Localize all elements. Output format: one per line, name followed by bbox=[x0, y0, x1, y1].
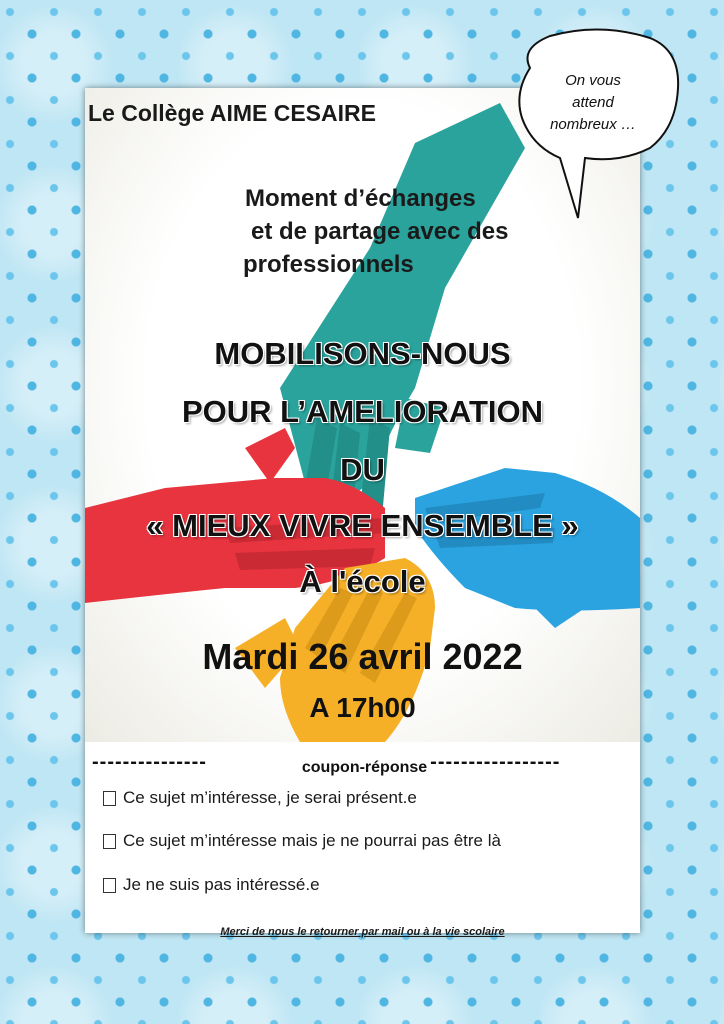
coupon-title: coupon-réponse bbox=[301, 759, 428, 776]
checkbox[interactable] bbox=[103, 791, 116, 806]
event-date: Mardi 26 avril 2022 bbox=[202, 636, 523, 677]
checkbox[interactable] bbox=[103, 878, 116, 893]
teal-hand-icon bbox=[280, 103, 525, 508]
intro-line: Moment d’échanges bbox=[245, 185, 476, 212]
event-time: A 17h00 bbox=[309, 692, 416, 723]
coupon-option-not-interested[interactable] bbox=[103, 875, 320, 895]
blue-hand-icon bbox=[415, 468, 640, 628]
option-label: Ce sujet m’intéresse, je serai présent.e bbox=[123, 788, 417, 807]
headline-line-4: « MIEUX VIVRE ENSEMBLE » bbox=[146, 508, 579, 543]
coupon-option-unavailable[interactable] bbox=[103, 831, 501, 851]
headline-line-3: DU bbox=[340, 452, 385, 487]
option-label: Je ne suis pas intéressé.e bbox=[123, 875, 320, 894]
bubble-line: On vous bbox=[565, 72, 621, 89]
intro-line: et de partage avec des bbox=[251, 218, 509, 245]
checkbox[interactable] bbox=[103, 834, 116, 849]
coupon-dashes-left: --------------- bbox=[92, 752, 207, 772]
headline-line-2: POUR L’AMELIORATION bbox=[181, 394, 544, 429]
headline-line-5: À l'école bbox=[299, 564, 426, 599]
bubble-line: attend bbox=[572, 94, 614, 111]
bubble-text bbox=[534, 70, 652, 136]
coupon-header bbox=[92, 752, 637, 782]
option-label: Ce sujet m’intéresse mais je ne pourrai pas être là bbox=[123, 831, 501, 850]
intro-line: professionnels bbox=[243, 251, 414, 278]
headline-line-1: MOBILISONS-NOUS bbox=[214, 336, 511, 371]
coupon-footer: Merci de nous le retourner par mail ou à la vie scolaire bbox=[220, 926, 505, 938]
college-name: Le Collège AIME CESAIRE bbox=[88, 100, 376, 126]
bubble-line: nombreux … bbox=[550, 116, 636, 133]
coupon-option-interested[interactable] bbox=[103, 788, 417, 808]
coupon-dashes-right: ----------------- bbox=[430, 752, 561, 772]
